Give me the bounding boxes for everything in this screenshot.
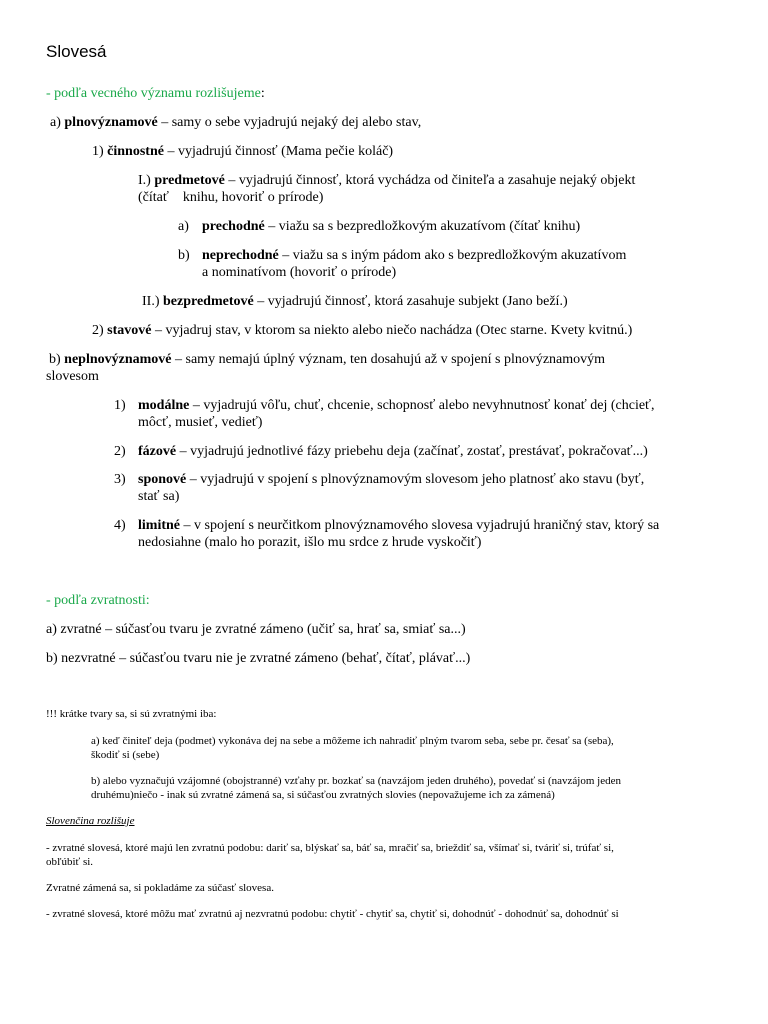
item-prefix: II.) — [142, 294, 163, 309]
item-prefix: 1) — [92, 144, 108, 159]
heading-colon: : — [260, 86, 265, 101]
term-definition: – viažu sa s iným pádom ako s bezpredložkovým akuzatívom — [278, 248, 627, 263]
paragraph-only-reflexive: - zvratné slovesá, ktoré majú len zvratnú podobu: dariť sa, blýskať sa, báť sa, mračiť sa, brieždiť sa, všímať si, tváriť si, trúfať si, — [46, 842, 614, 854]
term-limitne: limitné — [138, 518, 180, 533]
list-item-modalne — [138, 397, 655, 414]
line-nezvratne: b) nezvratné – súčasťou tvaru nie je zvratné zámeno (behať, čítať, plávať...) — [46, 651, 471, 666]
item-prefix: I.) — [138, 173, 155, 188]
item-prefix: 2) — [92, 323, 108, 338]
line-neprechodne — [202, 247, 626, 264]
term-definition: – vyjadrujú v spojení s plnovýznamovým slovesom jeho platnosť ako stavu (byť, — [186, 472, 645, 487]
list-item-cont: nedosiahne (malo ho porazit, išlo mu srdce z hrude vyskočiť) — [138, 535, 482, 550]
list-item-sponove — [138, 471, 644, 488]
term-definition: – vyjadrujú vôľu, chuť, chcenie, schopnosť alebo nevyhnutnosť konať dej (chcieť, — [189, 398, 655, 413]
term-neplnovyznamove: neplnovýznamové — [64, 352, 172, 367]
list-number: b) — [178, 248, 190, 263]
term-definition: – viažu sa s bezpredložkovým akuzatívom (čítať knihu) — [264, 219, 581, 234]
term-stavove: stavové — [107, 323, 152, 338]
term-definition: – vyjadruj stav, v ktorom sa niekto alebo niečo nachádza (Otec starne. Kvety kvitnú.) — [151, 323, 633, 338]
paragraph-only-reflexive-cont: obľúbiť si. — [46, 856, 94, 868]
list-number: a) — [178, 219, 189, 234]
term-definition: – vyjadrujú jednotlivé fázy priebehu deja (začínať, zostať, prestávať, pokračovať...) — [176, 444, 648, 459]
line-zvratne: a) zvratné – súčasťou tvaru je zvratné zámeno (učiť sa, hrať sa, smiať sa...) — [46, 622, 466, 637]
term-definition: – samy o sebe vyjadrujú nejaký dej alebo stav, — [157, 115, 422, 130]
term-definition: – v spojení s neurčitkom plnovýznamového slovesa vyjadrujú hraničný stav, ktorý sa — [180, 518, 660, 533]
term-definition: – vyjadrujú činnosť, ktorá vychádza od činiteľa a zasahuje nejaký objekt — [224, 173, 636, 188]
line-neplnovyznamove — [49, 351, 605, 368]
list-item-fazove — [138, 443, 648, 460]
line-predmetove — [138, 172, 635, 189]
line-plnovyznamove — [50, 114, 421, 131]
term-sponove: sponové — [138, 472, 187, 487]
term-modalne: modálne — [138, 398, 190, 413]
note-intro: !!! krátke tvary sa, si sú zvratnými iba: — [46, 708, 217, 720]
list-number: 4) — [114, 518, 126, 533]
page-title: Slovesá — [46, 42, 107, 61]
term-neprechodne: neprechodné — [202, 248, 279, 263]
term-definition: – vyjadrujú činnosť (Mama pečie koláč) — [163, 144, 394, 159]
item-prefix: b) — [49, 352, 65, 367]
list-item-limitne — [138, 517, 659, 534]
line-prechodne — [202, 218, 580, 235]
term-cinnostne: činnostné — [107, 144, 164, 159]
term-predmetove: predmetové — [154, 173, 225, 188]
paragraph-pronouns: Zvratné zámená sa, si pokladáme za súčasť slovesa. — [46, 882, 274, 894]
term-definition: – samy nemajú úplný význam, ten dosahujú až v spojení s plnovýznamovým — [171, 352, 606, 367]
term-prechodne: prechodné — [202, 219, 265, 234]
term-fazove: fázové — [138, 444, 177, 459]
line-predmetove-cont: (čítať knihu, hovoriť o prírode) — [138, 190, 324, 205]
note-a-line1: a) keď činiteľ deja (podmet) vykonáva dej na sebe a môžeme ich nahradiť plným tvarom seba, sebe pr. česať sa (seba), — [91, 735, 614, 747]
list-number: 2) — [114, 444, 126, 459]
line-neplnovyznamove-cont: slovesom — [46, 369, 99, 384]
line-cinnostne — [92, 143, 393, 160]
term-bezpredmetove: bezpredmetové — [163, 294, 254, 309]
term-definition: – vyjadrujú činnosť, ktorá zasahuje subjekt (Jano beží.) — [253, 294, 568, 309]
list-item-cont: stať sa) — [138, 489, 180, 504]
section-heading-text: - podľa vecného významu rozlišujeme — [46, 86, 261, 101]
section-heading-meaning — [46, 85, 265, 102]
underlined-heading-text: Slovenčina rozlišuje — [46, 815, 135, 827]
underlined-heading — [46, 813, 135, 829]
section-heading-reflexivity: - podľa zvratnosti: — [46, 593, 150, 608]
term-plnovyznamove: plnovýznamové — [64, 115, 158, 130]
list-number: 3) — [114, 472, 126, 487]
paragraph-both-forms: - zvratné slovesá, ktoré môžu mať zvratnú aj nezvratnú podobu: chytiť - chytiť sa, chytiť si, dohodnúť - dohodnúť sa, dohodnúť si — [46, 908, 619, 920]
note-b-line1: b) alebo vyznačujú vzájomné (obojstranné) vzťahy pr. bozkať sa (navzájom jeden druhého), povedať si (navzájom jeden — [91, 775, 621, 787]
note-b-line2: druhému)niečo - inak sú zvratné zámená sa, si súčasťou zvratných slovies (nepovažujeme ich za zámená) — [91, 789, 555, 801]
item-prefix: a) — [50, 115, 65, 130]
line-neprechodne-cont: a nominatívom (hovoriť o prírode) — [202, 265, 397, 280]
list-number: 1) — [114, 398, 126, 413]
note-a-line2: škodiť si (sebe) — [91, 749, 160, 761]
line-bezpredmetove — [142, 293, 568, 310]
line-stavove — [92, 322, 632, 339]
list-item-cont: môcť, musieť, vedieť) — [138, 415, 263, 430]
